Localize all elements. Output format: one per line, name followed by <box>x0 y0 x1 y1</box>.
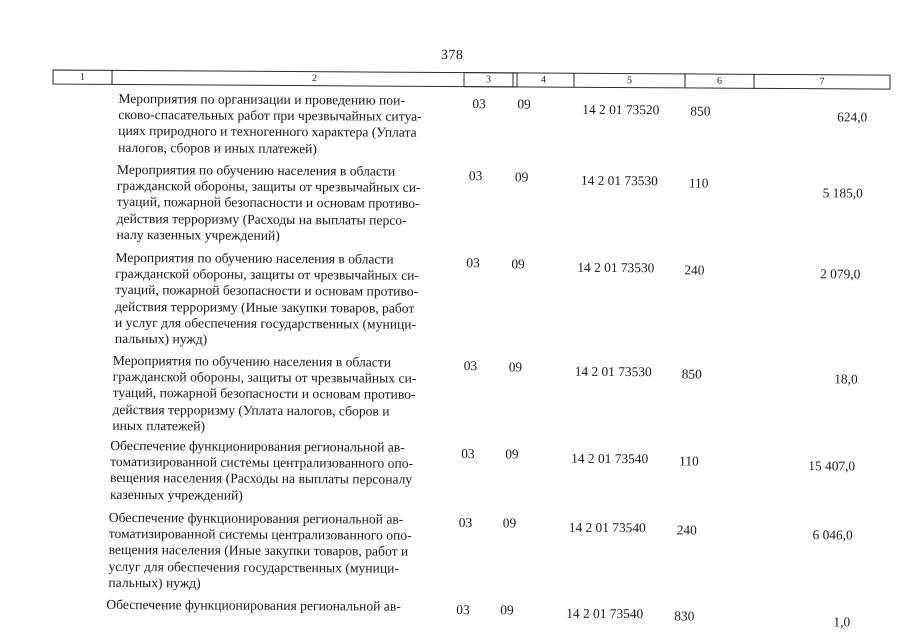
table-row <box>0 352 903 434</box>
header-col-7: 7 <box>753 74 890 90</box>
row-target-code: 14 2 01 73530 <box>577 259 655 276</box>
row-amount: 18,0 <box>834 371 858 387</box>
row-amount: 2 079,0 <box>820 266 861 282</box>
table-row <box>0 596 901 630</box>
row-expense-type: 110 <box>679 453 699 469</box>
row-target-code: 14 2 01 73530 <box>574 363 652 380</box>
table-row <box>0 90 904 156</box>
row-amount: 6 046,0 <box>812 527 853 543</box>
row-subsection: 09 <box>517 96 531 112</box>
row-amount: 1,0 <box>833 614 851 630</box>
row-target-code: 14 2 01 73520 <box>582 101 660 118</box>
row-description: Мероприятия по обучению населения в области гражданской обороны, защиты от чрезвычайных си- туаций, пожарной безопасности и основам противо- действия терроризму (Уплата налогов, сборов и иных платежей) <box>112 352 417 434</box>
row-description: Обеспечение функционирования региональной ав- томатизированной системы централизованного опо- вещения населения (Иные закупки товаров, работ и услуг для обеспечения государственных (муници- пальных) нужд) <box>108 509 412 591</box>
row-subsection: 09 <box>508 359 523 375</box>
row-section: 03 <box>456 602 470 618</box>
header-col-4: 4 <box>512 72 574 87</box>
row-expense-type: 240 <box>676 522 697 538</box>
row-section: 03 <box>461 446 475 462</box>
page-number: 378 <box>440 47 464 64</box>
row-target-code: 14 2 01 73530 <box>580 172 658 189</box>
row-description: Мероприятия по обучению населения в области гражданской обороны, защиты от чрезвычайных си- туаций, пожарной безопасности и основам противо- действия терроризму (Иные закупки товаров, работ и услуг для обеспечения государственных (муници- пальных) нужд) <box>114 249 420 347</box>
row-target-code: 14 2 01 73540 <box>568 519 646 536</box>
row-amount: 624,0 <box>837 109 868 125</box>
header-col-3: 3 <box>463 72 513 87</box>
row-expense-type: 850 <box>690 103 711 119</box>
row-description: Обеспечение функционирования региональной ав- <box>106 596 401 614</box>
row-subsection: 09 <box>500 602 514 618</box>
header-col-1: 1 <box>52 70 112 85</box>
row-expense-type: 850 <box>681 366 702 382</box>
header-col-6: 6 <box>684 73 754 88</box>
table-row <box>0 161 904 243</box>
row-amount: 5 185,0 <box>822 185 863 201</box>
row-section: 03 <box>466 255 480 271</box>
row-description: Мероприятия по организации и проведению пои- сково-спасательных работ при чрезвычайных ситуа- циях природного и техногенного характера (Уплата налогов, сборов и иных платежей) <box>118 90 422 156</box>
row-subsection: 09 <box>505 446 519 462</box>
row-subsection: 09 <box>514 169 529 185</box>
row-section: 03 <box>468 168 483 184</box>
table-header-row <box>52 70 889 91</box>
header-col-2: 2 <box>111 70 517 87</box>
row-expense-type: 110 <box>688 175 709 191</box>
row-target-code: 14 2 01 73540 <box>571 450 649 467</box>
row-section: 03 <box>463 358 478 374</box>
row-subsection: 09 <box>511 256 525 272</box>
row-subsection: 09 <box>502 515 517 531</box>
table-row <box>0 437 902 503</box>
header-col-5: 5 <box>573 73 685 89</box>
row-description: Мероприятия по обучению населения в области гражданской обороны, защиты от чрезвычайных си- туаций, пожарной безопасности и основам противо- действия терроризму (Расходы на выплаты персо- налу казенных учреждений) <box>116 161 421 243</box>
table-row <box>0 249 903 347</box>
table-row <box>0 509 902 591</box>
row-amount: 15 407,0 <box>808 458 856 474</box>
row-section: 03 <box>472 96 486 112</box>
row-expense-type: 830 <box>674 608 695 624</box>
row-description: Обеспечение функционирования региональной ав- томатизированной системы централизованного опо- вещения населения (Расходы на выплаты персоналу казенных учреждений) <box>109 437 414 503</box>
row-expense-type: 240 <box>684 262 705 278</box>
row-section: 03 <box>458 515 473 531</box>
row-target-code: 14 2 01 73540 <box>566 605 644 622</box>
